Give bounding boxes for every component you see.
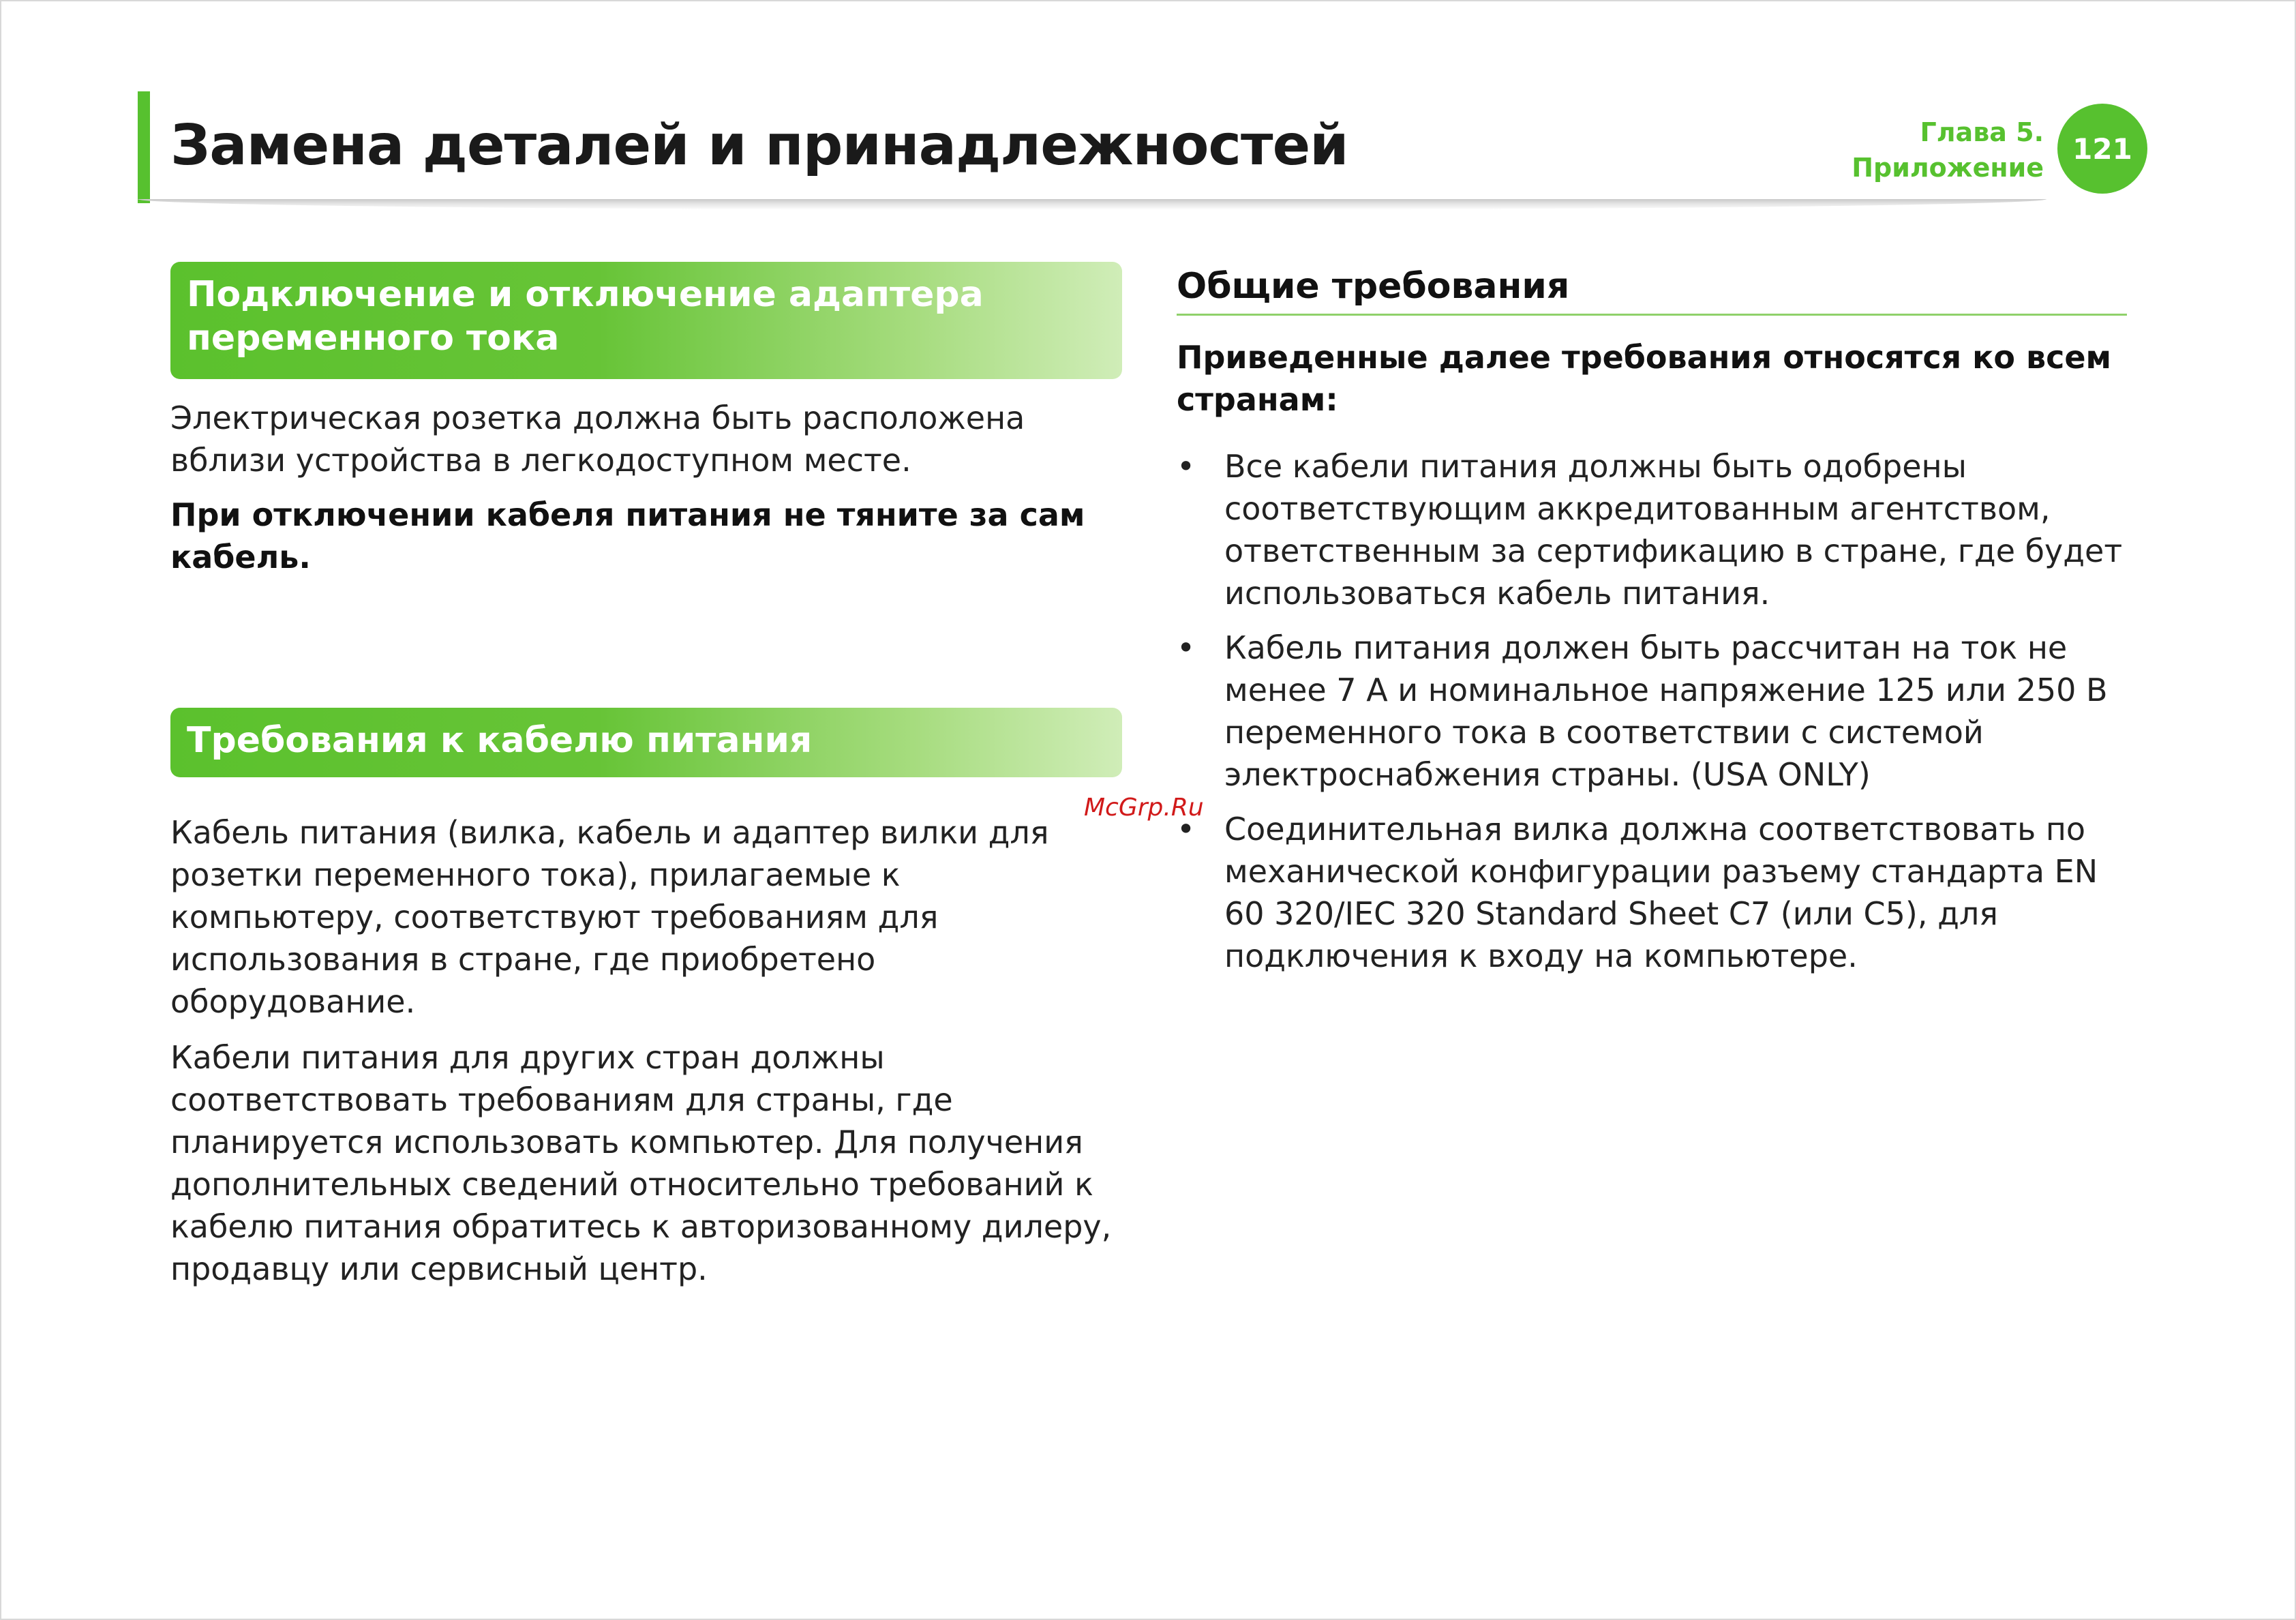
title-accent-bar xyxy=(138,91,150,203)
adapter-warning: При отключении кабеля питания не тяните за сам кабель. xyxy=(170,496,1085,575)
list-item-text: Все кабели питания должны быть одобрены соответствующим аккредитованным агентством, ответственным за сертификацию в стране, где будет использоваться кабель питания. xyxy=(1224,448,2123,612)
page-title: Замена деталей и принадлежностей xyxy=(170,113,1348,178)
bullet-icon: • xyxy=(1177,448,1196,485)
list-item xyxy=(1177,627,2127,796)
chapter-label xyxy=(1852,115,2044,185)
general-requirements-heading: Общие требования xyxy=(1177,266,2127,316)
right-column xyxy=(1177,262,2127,977)
chapter-number: Глава 5. xyxy=(1920,117,2044,147)
list-item xyxy=(1177,808,2127,977)
list-item-text: Соединительная вилка должна соответствовать по механической конфигурации разъему стандарта EN 60 320/IEC 320 Standard Sheet C7 (или C5), для подключения к входу на компьютере. xyxy=(1224,811,2098,974)
bullet-icon: • xyxy=(1177,629,1196,666)
left-column xyxy=(170,262,1122,1290)
bullet-icon: • xyxy=(1177,811,1196,847)
watermark: McGrp.Ru xyxy=(1084,794,1204,822)
cable-paragraph-2: Кабели питания для других стран должны соответствовать требованиям для страны, где планируется использовать компьютер. Для получения дополнительных сведений относительно требований к кабелю питания обратитесь к авторизованному дилеру, продавцу или сервисный центр. xyxy=(170,1039,1112,1287)
list-item xyxy=(1177,445,2127,614)
list-item-text: Кабель питания должен быть рассчитан на ток не менее 7 А и номинальное напряжение 125 или 250 В переменного тока в соответствии с системой электроснабжения страны. (USA ONLY) xyxy=(1224,629,2108,793)
requirements-list xyxy=(1177,445,2127,977)
section-cable-body xyxy=(170,811,1122,1290)
section-heading-adapter: Подключение и отключение адаптера переменного тока xyxy=(170,262,1122,379)
page-number-badge: 121 xyxy=(2057,104,2147,194)
requirements-intro: Приведенные далее требования относятся ко всем странам: xyxy=(1177,339,2112,418)
chapter-name: Приложение xyxy=(1852,153,2044,183)
section-adapter-body xyxy=(170,397,1122,578)
cable-paragraph-1: Кабель питания (вилка, кабель и адаптер вилки для розетки переменного тока), прилагаемые к компьютеру, соответствуют требованиям для использования в стране, где приобретено оборудование. xyxy=(170,814,1049,1020)
section-heading-cable: Требования к кабелю питания xyxy=(170,708,1122,777)
adapter-paragraph: Электрическая розетка должна быть расположена вблизи устройства в легкодоступном месте. xyxy=(170,400,1025,479)
